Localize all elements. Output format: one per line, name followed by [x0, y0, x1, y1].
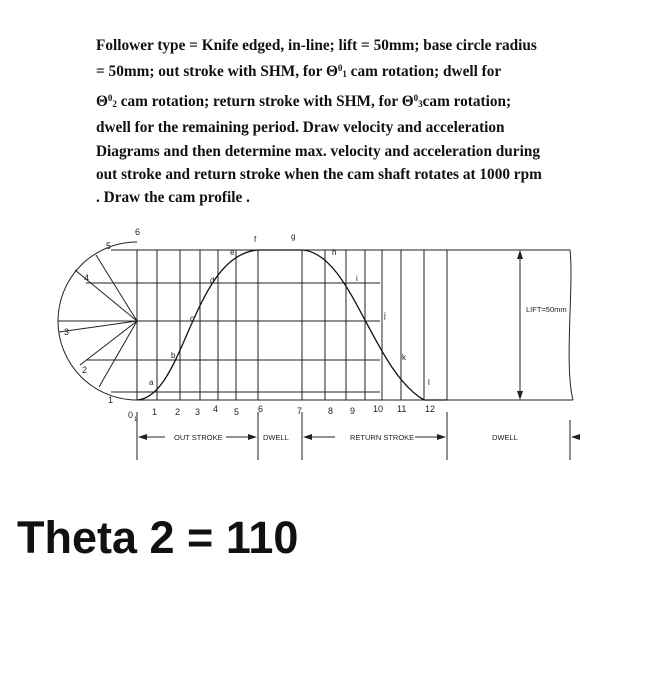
arrowhead	[138, 434, 147, 440]
problem-line-6: out stroke and return stroke when the cam shaft rotates at 1000 rpm	[96, 166, 542, 184]
phase-label-dwell: DWELL	[492, 433, 518, 442]
curve-point-label: l	[428, 378, 430, 387]
theta-symbol: Θ	[96, 92, 108, 110]
problem-line-7: . Draw the cam profile .	[96, 189, 250, 207]
circle-radius	[96, 255, 137, 321]
phase-label-return: RETURN STROKE	[350, 433, 415, 442]
problem-line-2-b: cam rotation; dwell for	[346, 63, 502, 81]
curve-point-label: g	[291, 232, 296, 241]
division-label: 6	[258, 404, 264, 414]
problem-line-1: Follower type = Knife edged, in-line; lift = 50mm; base circle radius	[96, 37, 537, 54]
problem-line-3-b: cam rotation;	[422, 92, 512, 110]
division-label: 0	[128, 410, 134, 420]
division-label: 7	[297, 406, 303, 416]
lift-label: LIFT=50mm	[526, 305, 567, 314]
curve-point-label: i	[356, 274, 358, 283]
theta-sub: 3	[418, 98, 423, 109]
theta-sub: 1	[342, 69, 347, 80]
break-line	[569, 250, 573, 400]
circle-label: 2	[82, 365, 88, 375]
division-label: 5	[234, 407, 240, 417]
curve-point-label: c	[190, 314, 194, 323]
division-label: 12	[425, 404, 436, 414]
problem-line-3	[96, 87, 626, 116]
arrowhead	[303, 434, 312, 440]
division-label: 8	[328, 406, 334, 416]
phase-label-outstroke: OUT STROKE	[174, 433, 223, 442]
division-label: 2	[175, 407, 181, 417]
curve-point-label: a	[149, 378, 154, 387]
division-label: 9	[350, 406, 356, 416]
displacement-diagram	[0, 215, 666, 465]
curve-point-label: f	[254, 235, 257, 244]
theta-sup: 0	[337, 63, 343, 74]
problem-line-4: dwell for the remaining period. Draw velocity and acceleration	[96, 119, 505, 137]
theta-sup: 0	[413, 92, 419, 103]
circle-radius	[99, 321, 137, 387]
arrowhead	[571, 434, 580, 440]
phase-label-dwell: DWELL	[263, 433, 289, 442]
curve-point-label: k	[402, 353, 406, 362]
problem-line-2-a: = 50mm; out stroke with SHM, for	[96, 63, 326, 81]
problem-line-5: Diagrams and then determine max. velocity and acceleration during	[96, 142, 540, 160]
division-sub: 1	[134, 417, 138, 423]
arrowhead	[437, 434, 446, 440]
theta-symbol: Θ	[401, 92, 414, 110]
curve-point-label: b	[171, 351, 176, 360]
curve-point-label: e	[230, 248, 235, 257]
theta-symbol: Θ	[325, 63, 338, 81]
problem-line-3-a: cam rotation; return stroke with SHM, for	[116, 92, 402, 110]
arrowhead	[248, 434, 257, 440]
problem-line-2	[96, 57, 626, 86]
curve-point-label: h	[332, 248, 337, 257]
division-label: 11	[397, 404, 407, 414]
division-label: 1	[152, 407, 158, 417]
arrowhead	[517, 250, 523, 259]
theta-sub: 2	[112, 98, 117, 109]
circle-label: 4	[84, 273, 90, 283]
theta-sup: 0	[107, 92, 113, 103]
division-label: 3	[195, 407, 201, 417]
division-label: 4	[213, 404, 219, 414]
circle-label: 1	[108, 395, 114, 405]
circle-label: 6	[135, 227, 141, 237]
problem-statement	[96, 34, 626, 210]
curve-point-label: j	[384, 311, 386, 320]
curve-point-label: d	[210, 276, 215, 285]
theta-2-value: Theta 2 = 110	[17, 512, 299, 563]
circle-label: 5	[106, 241, 112, 251]
arrowhead	[517, 391, 523, 400]
division-label: 10	[373, 404, 384, 414]
circle-label: 3	[64, 327, 70, 337]
